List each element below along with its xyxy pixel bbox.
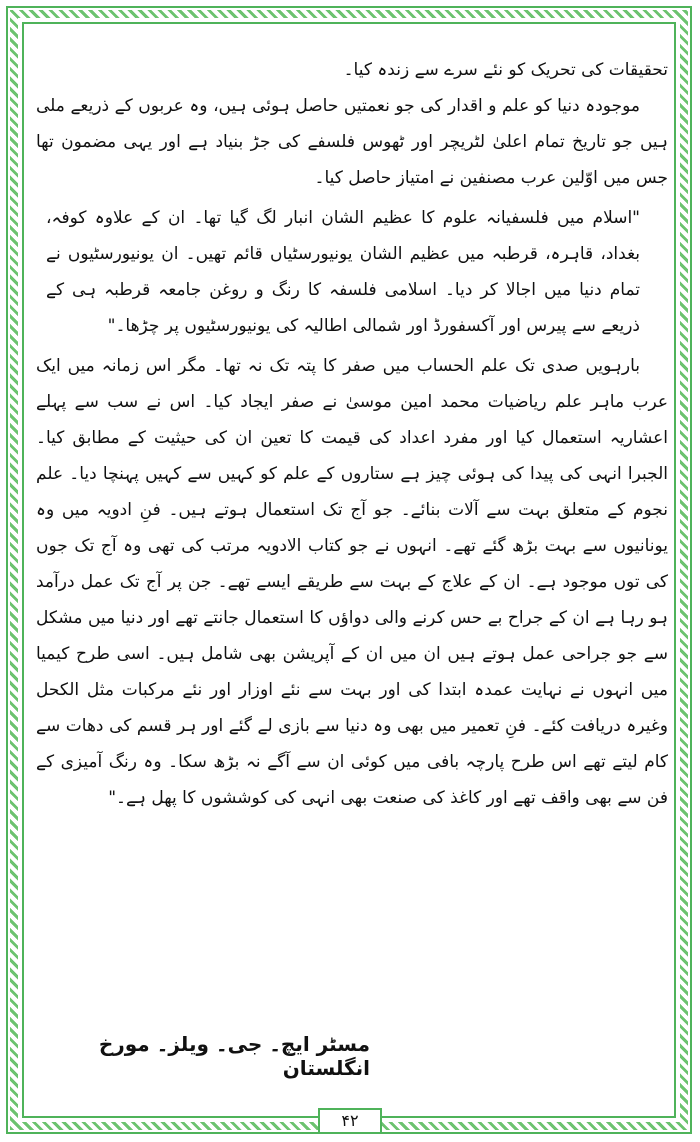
paragraph-intro: تحقیقات کی تحریک کو نئے سرے سے زندہ کیا۔ <box>343 60 668 80</box>
page-content <box>36 52 668 816</box>
page-number: ۴۲ <box>318 1108 382 1134</box>
block-quote: "اسلام میں فلسفیانہ علوم کا عظیم الشان انبار لگ گیا تھا۔ ان کے علاوہ کوفہ، بغداد، قاہرہ، قرطبہ میں عظیم الشان یونیورسٹیاں قائم تھیں۔ ان یونیورسٹیوں نے تمام دنیا میں اجالا کر دیا۔ اسلامی فلسفہ کا رنگ و روغن جامعہ قرطبہ ہی کے ذریعے سے پیرس اور آکسفورڈ اور شمالی اطالیہ کی یونیورسٹیوں پر چڑھا۔" <box>46 208 640 336</box>
quote-author: مسٹر ایچ۔ جی۔ ویلز۔ مورخ انگلستان <box>98 1032 370 1080</box>
paragraph-arab-achievements: بارہویں صدی تک علم الحساب میں صفر کا پتہ تک نہ تھا۔ مگر اس زمانہ میں ایک عرب ماہر علم ریاضیات محمد امین موسیٰ نے صفر ایجاد کیا۔ اس نے سب سے پہلے اعشاریہ استعمال کیا اور مفرد اعداد کی قیمت کا تعین ان کی حیثیت کے مطابق کیا۔ الجبرا انہی کی پیدا کی ہوئی چیز ہے ستاروں کے علم کو کہیں سے کہیں پہنچا دیا۔ علم نجوم کے متعلق بہت سے آلات بنائے۔ جو آج تک استعمال ہوتے ہیں۔ فنِ ادویہ میں وہ یونانیوں سے بہت بڑھ گئے تھے۔ انہوں نے جو کتاب الادویہ مرتب کی تھی وہ آج تک جوں کی توں موجود ہے۔ ان کے علاج کے بہت سے طریقے ایسے تھے۔ جن پر آج تک عمل درآمد ہو رہا ہے ان کے جراح بے حس کرنے والی دواؤں کا استعمال جانتے تھے اور دنیا میں مشکل سے جو جراحی عمل ہوتے ہیں ان میں ان کے آپریشن بھی شامل ہیں۔ اسی طرح کیمیا میں انہوں نے نہایت عمدہ ابتدا کی اور بہت سے نئے اوزار اور نئے مرکبات مثل الکحل وغیرہ دریافت کئے۔ فنِ تعمیر میں بھی وہ دنیا سے بازی لے گئے اور ہر قسم کی دھات سے کام لیتے تھے اس طرح پارچہ بافی میں کوئی ان سے آگے نہ بڑھ سکا۔ وہ رنگ آمیزی کے فن سے بھی واقف تھے اور کاغذ کی صنعت بھی انہی کی کوششوں کا پھل ہے۔" <box>36 356 668 808</box>
paragraph-arab-knowledge: موجودہ دنیا کو علم و اقدار کی جو نعمتیں حاصل ہوئی ہیں، وہ عربوں کے ذریعے ملی ہیں جو تاریخ تمام اعلیٰ لٹریچر اور ٹھوس فلسفے کی جڑ بنیاد ہے اور یہی مضمون تھا جس میں اوّلین عرب مصنفین نے امتیاز حاصل کیا۔ <box>36 96 668 188</box>
